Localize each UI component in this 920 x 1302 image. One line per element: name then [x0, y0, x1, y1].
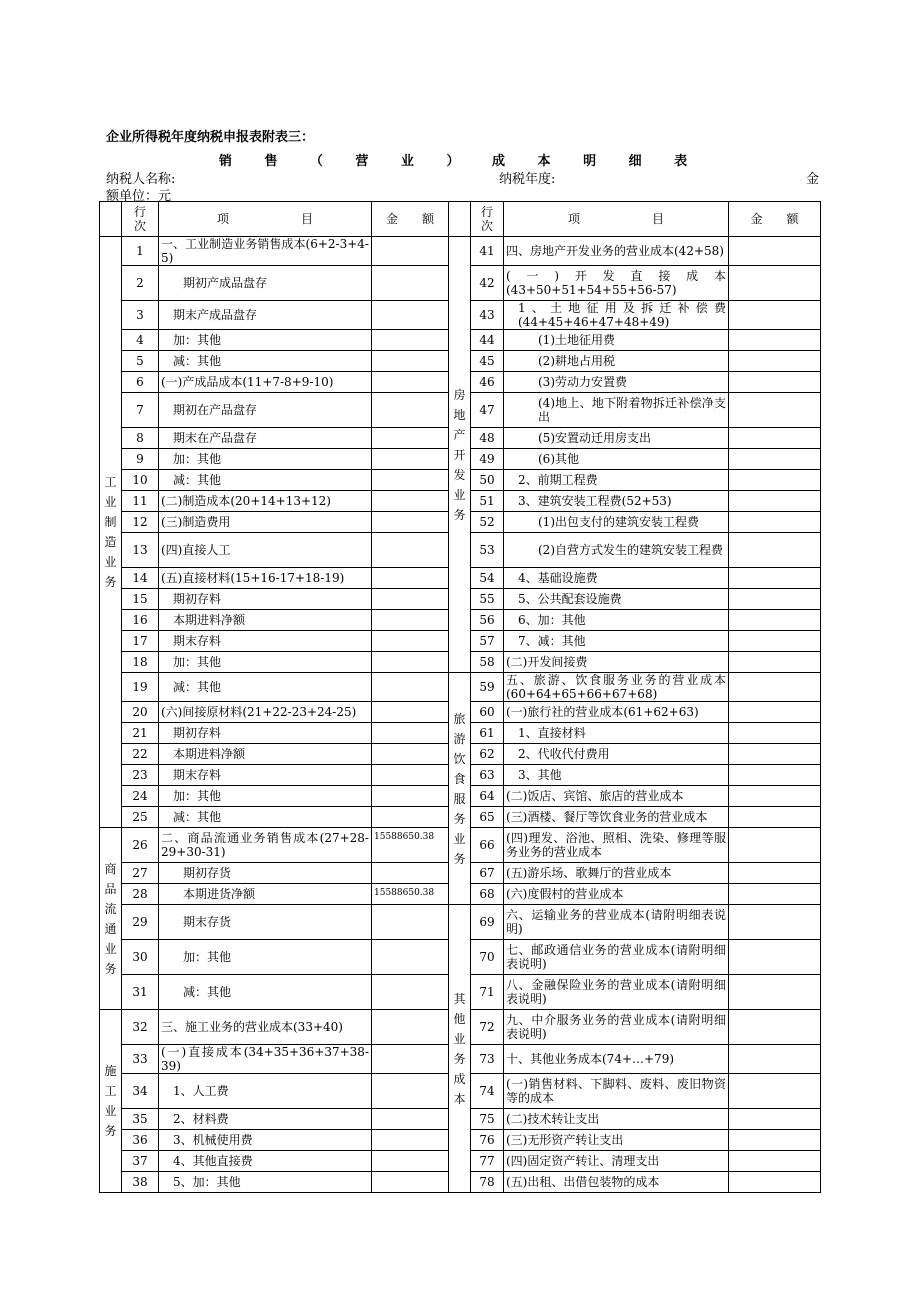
row-item: 3、建筑安装工程费(52+53) [504, 491, 729, 512]
row-item: (二)开发间接费 [504, 652, 729, 673]
row-number: 25 [122, 807, 159, 828]
row-item: 期末在产品盘存 [159, 428, 372, 449]
tax-year-label: 纳税年度: [499, 172, 556, 187]
header-blank-left [100, 202, 122, 237]
group-label-text: 旅游饮食服务业务 [453, 711, 466, 866]
row-item: 四、房地产开发业务的营业成本(42+58) [504, 237, 729, 266]
row-amount[interactable] [729, 940, 821, 975]
row-number: 36 [122, 1130, 159, 1151]
row-number: 22 [122, 744, 159, 765]
row-amount[interactable] [372, 491, 449, 512]
row-number: 17 [122, 631, 159, 652]
row-item: 减：其他 [159, 975, 372, 1010]
row-number: 63 [471, 765, 504, 786]
group-label-construction [100, 1010, 122, 1193]
row-item: (二)制造成本(20+14+13+12) [159, 491, 372, 512]
row-amount[interactable] [729, 905, 821, 940]
row-amount[interactable] [729, 786, 821, 807]
row-amount[interactable] [729, 351, 821, 372]
row-number: 38 [122, 1172, 159, 1193]
row-number: 43 [471, 301, 504, 330]
row-amount[interactable] [729, 610, 821, 631]
row-item: 十、其他业务成本(74+…+79) [504, 1045, 729, 1074]
row-number: 20 [122, 702, 159, 723]
row-amount[interactable] [372, 940, 449, 975]
row-amount[interactable] [372, 652, 449, 673]
row-number: 65 [471, 807, 504, 828]
row-item: 减：其他 [159, 351, 372, 372]
row-amount[interactable] [372, 330, 449, 351]
row-number: 76 [471, 1130, 504, 1151]
row-item: 期初存料 [159, 589, 372, 610]
row-item: 五、旅游、饮食服务业务的营业成本(60+64+65+66+67+68) [504, 673, 729, 702]
row-amount[interactable] [729, 393, 821, 428]
row-number: 26 [122, 828, 159, 863]
row-number: 57 [471, 631, 504, 652]
row-amount[interactable] [729, 1151, 821, 1172]
row-amount[interactable] [372, 1010, 449, 1045]
row-number: 56 [471, 610, 504, 631]
row-number: 10 [122, 470, 159, 491]
row-item: 八、金融保险业务的营业成本(请附明细表说明) [504, 975, 729, 1010]
row-item: (2)自营方式发生的建筑安装工程费 [504, 533, 729, 568]
row-number: 35 [122, 1109, 159, 1130]
row-number: 31 [122, 975, 159, 1010]
row-number: 68 [471, 884, 504, 905]
row-amount[interactable] [372, 1045, 449, 1074]
form-title: 销 售 （ 营 业 ） 成 本 明 细 表 [218, 154, 702, 169]
row-number: 58 [471, 652, 504, 673]
header-blank-right [449, 202, 471, 237]
row-item: 二、商品流通业务销售成本(27+28-29+30-31) [159, 828, 372, 863]
row-item: 减：其他 [159, 470, 372, 491]
row-number: 49 [471, 449, 504, 470]
row-number: 37 [122, 1151, 159, 1172]
row-item: 减：其他 [159, 673, 372, 702]
row-number: 9 [122, 449, 159, 470]
row-amount[interactable] [729, 765, 821, 786]
row-item: (五)出租、出借包装物的成本 [504, 1172, 729, 1193]
table-row [100, 673, 821, 702]
header-item-left: 项 目 [159, 202, 372, 237]
row-amount[interactable] [729, 1010, 821, 1045]
row-number: 8 [122, 428, 159, 449]
row-amount[interactable] [372, 1130, 449, 1151]
row-number: 62 [471, 744, 504, 765]
row-item: 加：其他 [159, 652, 372, 673]
row-amount[interactable] [372, 1109, 449, 1130]
group-label-realestate [449, 237, 471, 673]
row-item: 期末存料 [159, 631, 372, 652]
row-item: 加：其他 [159, 449, 372, 470]
row-number: 52 [471, 512, 504, 533]
row-number: 15 [122, 589, 159, 610]
header-row-no-text: 次 [480, 219, 493, 233]
group-label-other [449, 905, 471, 1193]
row-amount[interactable] [372, 765, 449, 786]
header-row-no-text: 行 [480, 205, 493, 219]
row-item: (一)旅行社的营业成本(61+62+63) [504, 702, 729, 723]
row-number: 73 [471, 1045, 504, 1074]
group-label-commercial [100, 828, 122, 1010]
row-amount[interactable]: 15588650.38 [372, 884, 449, 905]
row-amount[interactable] [729, 863, 821, 884]
row-item: (二)技术转让支出 [504, 1109, 729, 1130]
row-item: 5、公共配套设施费 [504, 589, 729, 610]
header-amount-right: 金 额 [729, 202, 821, 237]
row-amount[interactable] [729, 1130, 821, 1151]
row-amount[interactable] [372, 702, 449, 723]
row-amount[interactable] [729, 702, 821, 723]
row-amount[interactable] [372, 237, 449, 266]
row-item: 一、工业制造业务销售成本(6+2-3+4-5) [159, 237, 372, 266]
row-number: 14 [122, 568, 159, 589]
row-amount[interactable] [729, 1109, 821, 1130]
row-item: (1)土地征用费 [504, 330, 729, 351]
row-amount[interactable] [729, 1172, 821, 1193]
row-item: 加：其他 [159, 330, 372, 351]
header-row-no-text: 次 [133, 219, 146, 233]
row-amount[interactable] [372, 512, 449, 533]
row-number: 13 [122, 533, 159, 568]
row-item: (5)安置动迁用房支出 [504, 428, 729, 449]
table-row [100, 237, 821, 266]
row-number: 45 [471, 351, 504, 372]
table-header [100, 202, 821, 237]
row-number: 24 [122, 786, 159, 807]
row-number: 21 [122, 723, 159, 744]
row-amount[interactable] [729, 884, 821, 905]
row-number: 12 [122, 512, 159, 533]
row-item: 4、其他直接费 [159, 1151, 372, 1172]
row-amount[interactable] [729, 470, 821, 491]
row-item: 1、直接材料 [504, 723, 729, 744]
row-number: 28 [122, 884, 159, 905]
row-number: 6 [122, 372, 159, 393]
row-number: 61 [471, 723, 504, 744]
row-item: (4)地上、地下附着物拆迁补偿净支出 [504, 393, 729, 428]
row-item: (2)耕地占用税 [504, 351, 729, 372]
row-item: 5、加：其他 [159, 1172, 372, 1193]
row-item: (三)制造费用 [159, 512, 372, 533]
row-number: 69 [471, 905, 504, 940]
row-amount[interactable] [729, 723, 821, 744]
row-amount[interactable] [372, 786, 449, 807]
row-amount[interactable] [372, 723, 449, 744]
row-item: 加：其他 [159, 786, 372, 807]
row-number: 66 [471, 828, 504, 863]
row-number: 18 [122, 652, 159, 673]
unit-label-rest: 额单位：元 [106, 189, 172, 204]
unit-label-start: 金 [806, 172, 820, 187]
row-item: (六)度假村的营业成本 [504, 884, 729, 905]
row-amount[interactable] [729, 568, 821, 589]
row-amount[interactable] [372, 1074, 449, 1109]
row-amount[interactable] [729, 266, 821, 301]
row-item: 本期进料净额 [159, 610, 372, 631]
table-row [100, 905, 821, 940]
row-amount[interactable] [372, 301, 449, 330]
row-item: 本期进料净额 [159, 744, 372, 765]
row-item: 2、材料费 [159, 1109, 372, 1130]
row-number: 30 [122, 940, 159, 975]
row-item: (二)饭店、宾馆、旅店的营业成本 [504, 786, 729, 807]
row-amount[interactable] [729, 533, 821, 568]
row-item: 七、邮政通信业务的营业成本(请附明细表说明) [504, 940, 729, 975]
row-amount[interactable]: 15588650.38 [372, 828, 449, 863]
header-amount-left: 金 额 [372, 202, 449, 237]
row-amount[interactable] [372, 372, 449, 393]
row-amount[interactable] [729, 1045, 821, 1074]
row-number: 64 [471, 786, 504, 807]
row-item: (1)出包支付的建筑安装工程费 [504, 512, 729, 533]
row-item: (五)游乐场、歌舞厅的营业成本 [504, 863, 729, 884]
row-item: 三、施工业务的营业成本(33+40) [159, 1010, 372, 1045]
row-item: 期初存货 [159, 863, 372, 884]
row-number: 23 [122, 765, 159, 786]
row-number: 71 [471, 975, 504, 1010]
row-number: 74 [471, 1074, 504, 1109]
row-amount[interactable] [372, 470, 449, 491]
row-amount[interactable] [729, 807, 821, 828]
row-amount[interactable] [729, 652, 821, 673]
row-item: (五)直接材料(15+16-17+18-19) [159, 568, 372, 589]
row-amount[interactable] [372, 393, 449, 428]
group-label-text: 其他业务成本 [453, 991, 466, 1106]
row-amount[interactable] [372, 568, 449, 589]
row-number: 77 [471, 1151, 504, 1172]
row-amount[interactable] [372, 266, 449, 301]
row-amount[interactable] [372, 533, 449, 568]
row-item: (六)间接原材料(21+22-23+24-25) [159, 702, 372, 723]
row-amount[interactable] [372, 975, 449, 1010]
row-amount[interactable] [372, 449, 449, 470]
row-item: (一)销售材料、下脚料、废料、废旧物资等的成本 [504, 1074, 729, 1109]
row-item: 期末产成品盘存 [159, 301, 372, 330]
group-label-industrial [100, 237, 122, 828]
row-item: 3、机械使用费 [159, 1130, 372, 1151]
row-number: 27 [122, 863, 159, 884]
row-amount[interactable] [729, 491, 821, 512]
row-amount[interactable] [729, 673, 821, 702]
row-number: 59 [471, 673, 504, 702]
row-amount[interactable] [372, 744, 449, 765]
row-amount[interactable] [729, 1074, 821, 1109]
row-item: (3)劳动力安置费 [504, 372, 729, 393]
group-label-text: 工业制造业务 [104, 475, 117, 589]
row-amount[interactable] [372, 1151, 449, 1172]
row-amount[interactable] [729, 428, 821, 449]
row-number: 53 [471, 533, 504, 568]
row-number: 33 [122, 1045, 159, 1074]
header-row-no-right [471, 202, 504, 237]
row-item: 加：其他 [159, 940, 372, 975]
row-number: 60 [471, 702, 504, 723]
row-item: 期末存料 [159, 765, 372, 786]
row-number: 78 [471, 1172, 504, 1193]
row-number: 41 [471, 237, 504, 266]
group-label-tourism [449, 673, 471, 905]
row-number: 34 [122, 1074, 159, 1109]
row-amount[interactable] [372, 1172, 449, 1193]
row-item: (四)理发、浴池、照相、洗染、修理等服务业务的营业成本 [504, 828, 729, 863]
row-amount[interactable] [729, 975, 821, 1010]
row-number: 32 [122, 1010, 159, 1045]
row-item: (四)直接人工 [159, 533, 372, 568]
row-number: 2 [122, 266, 159, 301]
row-amount[interactable] [372, 863, 449, 884]
row-number: 16 [122, 610, 159, 631]
row-item: 本期进货净额 [159, 884, 372, 905]
row-item: 2、前期工程费 [504, 470, 729, 491]
row-item: 3、其他 [504, 765, 729, 786]
row-number: 44 [471, 330, 504, 351]
row-amount[interactable] [729, 828, 821, 863]
row-item: 4、基础设施费 [504, 568, 729, 589]
group-label-text: 商品流通业务 [104, 861, 117, 976]
row-amount[interactable] [729, 330, 821, 351]
row-item: (一)产成品成本(11+7-8+9-10) [159, 372, 372, 393]
row-item: 1、土地征用及拆迁补偿费(44+45+46+47+48+49) [504, 301, 729, 330]
row-item: 九、中介服务业务的营业成本(请附明细表说明) [504, 1010, 729, 1045]
row-amount[interactable] [729, 512, 821, 533]
row-item: 期初在产品盘存 [159, 393, 372, 428]
group-label-text: 房地产开发业务 [453, 387, 466, 522]
taxpayer-name-label: 纳税人名称: [106, 172, 176, 187]
row-item: 期初产成品盘存 [159, 266, 372, 301]
row-item: 期初存料 [159, 723, 372, 744]
row-amount[interactable] [729, 372, 821, 393]
row-number: 67 [471, 863, 504, 884]
row-amount[interactable] [729, 589, 821, 610]
row-number: 51 [471, 491, 504, 512]
row-amount[interactable] [729, 449, 821, 470]
row-item: (四)固定资产转让、清理支出 [504, 1151, 729, 1172]
row-item: 7、减：其他 [504, 631, 729, 652]
row-amount[interactable] [372, 428, 449, 449]
row-item: 2、代收代付费用 [504, 744, 729, 765]
row-item: 减：其他 [159, 807, 372, 828]
row-number: 3 [122, 301, 159, 330]
row-item: (一)直接成本(34+35+36+37+38-39) [159, 1045, 372, 1074]
row-item: 六、运输业务的营业成本(请附明细表说明) [504, 905, 729, 940]
row-number: 75 [471, 1109, 504, 1130]
row-number: 70 [471, 940, 504, 975]
cost-detail-table [99, 201, 821, 1193]
row-amount[interactable] [372, 589, 449, 610]
row-number: 7 [122, 393, 159, 428]
row-number: 19 [122, 673, 159, 702]
row-number: 5 [122, 351, 159, 372]
row-number: 4 [122, 330, 159, 351]
row-number: 72 [471, 1010, 504, 1045]
header-row-no-left [122, 202, 159, 237]
row-number: 11 [122, 491, 159, 512]
row-amount[interactable] [729, 631, 821, 652]
row-number: 1 [122, 237, 159, 266]
row-item: (一)开发直接成本(43+50+51+54+55+56-57) [504, 266, 729, 301]
row-amount[interactable] [729, 744, 821, 765]
row-amount[interactable] [729, 237, 821, 266]
header-item-right: 项 目 [504, 202, 729, 237]
row-number: 55 [471, 589, 504, 610]
form-heading: 企业所得税年度纳税申报表附表三： [106, 130, 315, 145]
row-item: (三)无形资产转让支出 [504, 1130, 729, 1151]
row-amount[interactable] [372, 807, 449, 828]
row-number: 50 [471, 470, 504, 491]
row-amount[interactable] [372, 673, 449, 702]
row-item: 6、加：其他 [504, 610, 729, 631]
row-amount[interactable] [372, 351, 449, 372]
row-number: 47 [471, 393, 504, 428]
row-number: 48 [471, 428, 504, 449]
row-amount[interactable] [372, 905, 449, 940]
row-amount[interactable] [372, 631, 449, 652]
row-amount[interactable] [729, 301, 821, 330]
row-number: 42 [471, 266, 504, 301]
row-item: 期末存货 [159, 905, 372, 940]
row-number: 54 [471, 568, 504, 589]
group-label-text: 施工业务 [104, 1064, 117, 1138]
row-item: (6)其他 [504, 449, 729, 470]
row-item: 1、人工费 [159, 1074, 372, 1109]
row-number: 29 [122, 905, 159, 940]
row-number: 46 [471, 372, 504, 393]
header-row-no-text: 行 [133, 205, 146, 219]
row-amount[interactable] [372, 610, 449, 631]
row-item: (三)酒楼、餐厅等饮食业务的营业成本 [504, 807, 729, 828]
